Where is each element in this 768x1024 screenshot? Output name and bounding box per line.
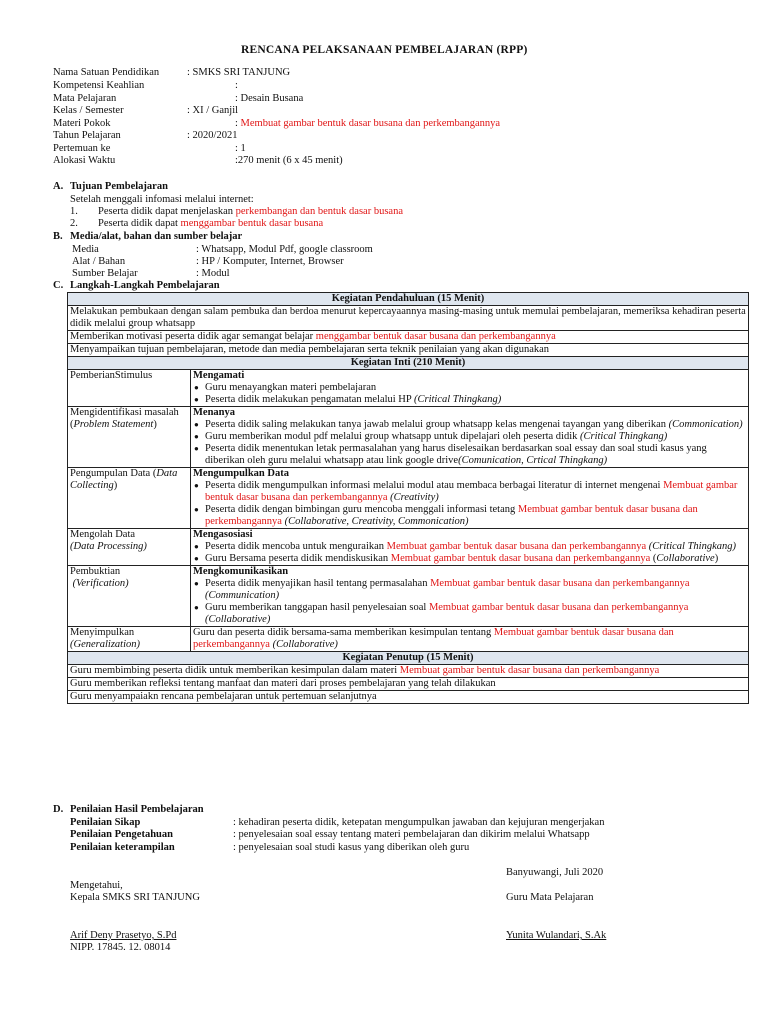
- objective-highlight: menggambar bentuk dasar busana: [180, 218, 324, 229]
- identity-sep: :: [235, 118, 238, 129]
- bullet-text: Guru memberikan modul pdf melalui group whatsapp untuk dipelajari oleh peserta didik: [205, 431, 580, 442]
- objective-num: 2.: [70, 218, 78, 229]
- bullet-skill: (Collaborative): [205, 614, 271, 625]
- section-b-letter: B.: [53, 231, 63, 242]
- opening-row: [68, 306, 749, 331]
- stage-term: (Verification): [72, 578, 129, 589]
- place-date: Banyuwangi, Juli 2020: [506, 867, 604, 878]
- bullet-paren: ): [714, 553, 719, 564]
- principal-title: Kepala SMKS SRI TANJUNG: [70, 892, 200, 903]
- bullet-highlight: Membuat gambar bentuk dasar busana dan perkembangannya: [386, 541, 647, 552]
- identity-value-school: SMKS SRI TANJUNG: [192, 67, 291, 78]
- opening-row: [68, 331, 749, 344]
- identity-label-year: Tahun Pelajaran: [53, 130, 121, 141]
- document-title: RENCANA PELAKSANAAN PEMBELAJARAN (RPP): [241, 44, 528, 56]
- step-title: Mengkomunikasikan: [193, 566, 289, 577]
- opening-row-text: Memberikan motivasi peserta didik agar semangat belajar: [70, 331, 316, 342]
- closing-row: [68, 678, 749, 691]
- step-stage: [68, 468, 191, 529]
- bullet-highlight: Membuat gambar bentuk dasar busana dan perkembangannya: [428, 602, 689, 613]
- bullet-text: Peserta didik saling melakukan tanya jawab melalui group whatsapp kelas mengenai tayangan yang diberikan: [205, 419, 669, 430]
- step-row-problem: [68, 407, 749, 468]
- step-content: [191, 468, 749, 529]
- acknowledged-label: Mengetahui,: [70, 880, 123, 891]
- step-title: Mengumpulkan Data: [193, 468, 289, 479]
- objective-highlight: perkembangan dan bentuk dasar busana: [235, 206, 403, 217]
- section-a-intro: Setelah menggali infomasi melalui internet:: [70, 194, 254, 205]
- step-stage: [68, 566, 191, 627]
- step-bullet: [193, 541, 746, 553]
- bullet-text: Peserta didik melakukan pengamatan melalui HP: [205, 394, 414, 405]
- step-stage: PemberianStimulus: [68, 370, 191, 407]
- identity-sep: :: [187, 67, 190, 78]
- bullet-skill: (Critical Thingkang): [413, 394, 502, 405]
- identity-label-class: Kelas / Semester: [53, 105, 124, 116]
- bullet-skill: (Commonication): [668, 419, 743, 430]
- bullet-highlight: Membuat gambar bentuk dasar busana dan perkembangannya: [205, 504, 698, 527]
- step-row-stimulus: [68, 370, 749, 407]
- identity-value-meeting: 1: [240, 143, 246, 154]
- step-row-generalization: [68, 627, 749, 652]
- step-content: [191, 529, 749, 566]
- bullet-text: Peserta didik menentukan letak permasalahan yang harus diselesaikan berdasarkan soal essay dan soal studi kasus yang diberikan oleh guru melalui whatsapp atau link google drive: [205, 443, 707, 466]
- assessment-label: Penilaian Sikap: [70, 817, 141, 828]
- objective-text: Peserta didik dapat: [98, 218, 181, 229]
- bullet-skill: (Comunication, Crtical Thingkang): [458, 455, 608, 466]
- identity-value-subject: Desain Busana: [240, 93, 304, 104]
- stage-term: (Data Processing): [70, 541, 147, 552]
- source-label: Sumber Belajar: [72, 268, 138, 279]
- identity-sep: :: [235, 155, 238, 166]
- teacher-name: Yunita Wulandari, S.Ak: [506, 930, 607, 941]
- identity-label-competency: Kompetensi Keahlian: [53, 80, 145, 91]
- identity-sep: :: [187, 130, 190, 141]
- closing-row-text: Guru menyampaiakn rencana pembelajaran untuk pertemuan selanjutnya: [70, 691, 377, 702]
- step-bullet: [193, 443, 746, 467]
- source-value: : Modul: [196, 268, 230, 279]
- opening-row-highlight: menggambar bentuk dasar busana dan perkembangannya: [315, 331, 556, 342]
- step-content: [191, 627, 749, 652]
- core-header: Kegiatan Inti (210 Menit): [68, 357, 749, 370]
- bullet-skill: (Collaborative, Creativity, Commonication): [281, 516, 469, 527]
- section-c-letter: C.: [53, 280, 64, 291]
- section-c-title: Langkah-Langkah Pembelajaran: [70, 280, 220, 291]
- closing-row-text: Guru membimbing peserta didik untuk memberikan kesimpulan dalam materi: [70, 665, 400, 676]
- section-b-title: Media/alat, bahan dan sumber belajar: [70, 231, 243, 242]
- principal-nip: NIPP. 17845. 12. 08014: [70, 942, 171, 953]
- objective-num: 1.: [70, 206, 78, 217]
- tools-value: : HP / Komputer, Internet, Browser: [196, 256, 344, 267]
- assessment-value: : kehadiran peserta didik, ketepatan mengumpulkan jawaban dan kejujuran mengerjakan: [233, 817, 605, 828]
- step-bullet: [193, 394, 746, 406]
- section-d-title: Penilaian Hasil Pembelajaran: [70, 804, 204, 815]
- bullet-highlight: Membuat gambar bentuk dasar busana dan perkembangannya: [430, 578, 690, 589]
- identity-value-time: 270 menit (6 x 45 menit): [237, 155, 343, 166]
- tools-label: Alat / Bahan: [72, 256, 126, 267]
- opening-row-text: Menyampaikan tujuan pembelajaran, metode dan media pembelajaran serta teknik penilaian yang akan digunakan: [70, 344, 550, 355]
- section-a-letter: A.: [53, 181, 64, 192]
- bullet-skill: Collaborative: [656, 553, 715, 564]
- bullet-skill: (Critical Thingkang): [580, 431, 668, 442]
- bullet-text: Peserta didik mengumpulkan informasi melalui modul atau membaca berbagai literatur di internet mengenai: [205, 480, 664, 491]
- bullet-skill: (Critical Thingkang): [646, 541, 737, 552]
- objective-text: Peserta didik dapat menjelaskan: [98, 206, 236, 217]
- bullet-text: Guru memberikan tanggapan hasil penyelesaian soal: [205, 602, 429, 613]
- step-title: Mengamati: [193, 370, 245, 381]
- step-bullet: [193, 578, 746, 602]
- stage-end: ): [113, 480, 118, 491]
- closing-row: [68, 665, 749, 678]
- assessment-value: : penyelesaian soal studi kasus yang diberikan oleh guru: [233, 842, 470, 853]
- step-row-processing: [68, 529, 749, 566]
- opening-row: [68, 344, 749, 357]
- section-a-title: Tujuan Pembelajaran: [70, 181, 168, 192]
- step-bullet: [193, 419, 746, 431]
- step-stage: [68, 529, 191, 566]
- stage-term: (Generalization): [70, 639, 140, 650]
- media-value: : Whatsapp, Modul Pdf, google classroom: [196, 244, 373, 255]
- learning-steps-table: [67, 292, 749, 704]
- bullet-text: Peserta didik mencoba untuk menguraikan: [205, 541, 387, 552]
- bullet-highlight: Membuat gambar bentuk dasar busana dan perkembangannya: [390, 553, 651, 564]
- objective-item: [70, 218, 324, 230]
- stage-text: Pengumpulan Data (: [70, 468, 157, 479]
- step-bullet: [193, 382, 746, 394]
- bullet-text: Guru menayangkan materi pembelajaran: [205, 382, 377, 393]
- identity-label-time: Alokasi Waktu: [53, 155, 116, 166]
- identity-label-subject: Mata Pelajaran: [53, 93, 117, 104]
- identity-value-year: 2020/2021: [192, 130, 238, 141]
- step-content: [191, 370, 749, 407]
- identity-value-topic: Membuat gambar bentuk dasar busana dan perkembangannya: [240, 118, 501, 129]
- step-bullet: [193, 504, 746, 528]
- bullet-text: Peserta didik menyajikan hasil tentang permasalahan: [205, 578, 431, 589]
- closing-row: [68, 691, 749, 704]
- identity-value-class: XI / Ganjil: [192, 105, 239, 116]
- stage-text: Mengidentifikasi masalah (: [70, 407, 179, 430]
- step-title: Mengasosiasi: [193, 529, 253, 540]
- step-text: Guru dan peserta didik bersama-sama memberikan kesimpulan tentang: [193, 627, 494, 638]
- step-stage: [68, 627, 191, 652]
- stage-text: Menyimpulkan: [70, 627, 135, 638]
- step-row-verification: [68, 566, 749, 627]
- identity-label-school: Nama Satuan Pendidikan: [53, 67, 160, 78]
- identity-sep: :: [187, 105, 190, 116]
- step-content: [191, 566, 749, 627]
- step-bullet: [193, 431, 746, 443]
- step-content: [191, 407, 749, 468]
- step-title: Menanya: [193, 407, 235, 418]
- objective-item: [70, 206, 403, 218]
- identity-label-topic: Materi Pokok: [53, 118, 111, 129]
- step-bullet: [193, 602, 746, 626]
- bullet-text: Guru Bersama peserta didik mendiskusikan: [205, 553, 391, 564]
- stage-term: Problem Statement: [73, 419, 154, 430]
- stage-text: Mengolah Data: [70, 529, 136, 540]
- assessment-value: : penyelesaian soal essay tentang materi pembelajaran dan dikirim melalui Whatsapp: [233, 829, 590, 840]
- closing-row-highlight: Membuat gambar bentuk dasar busana dan perkembangannya: [399, 665, 660, 676]
- stage-text: Pembuktian: [70, 566, 121, 577]
- bullet-highlight: Membuat gambar bentuk dasar busana dan perkembangannya: [205, 480, 738, 503]
- closing-header: Kegiatan Penutup (15 Menit): [68, 652, 749, 665]
- media-label: Media: [72, 244, 99, 255]
- bullet-paren: (: [650, 553, 657, 564]
- stage-term: Data Collecting: [70, 468, 178, 491]
- section-d-letter: D.: [53, 804, 64, 815]
- opening-row-text: Melakukan pembukaan dengan salam pembuka dan berdoa menurut kepercayaannya masing-masing untuk memulai pembelajaran, memeriksa kehadiran peserta didik melalui group whatsapp: [70, 306, 746, 329]
- assessment-label: Penilaian keterampilan: [70, 842, 175, 853]
- step-stage: [68, 407, 191, 468]
- step-highlight: Membuat gambar bentuk dasar busana dan perkembangannya: [193, 627, 674, 650]
- step-bullet: [193, 553, 746, 565]
- teacher-title: Guru Mata Pelajaran: [506, 892, 594, 903]
- bullet-text: Peserta didik dengan bimbingan guru mencoba menggali informasi tetang: [205, 504, 518, 515]
- stage-end: ): [153, 419, 157, 430]
- step-skill: (Collaborative): [269, 639, 338, 650]
- opening-header: Kegiatan Pendahuluan (15 Menit): [68, 293, 749, 306]
- closing-row-text: Guru memberikan refleksi tentang manfaat dan materi dari proses pembelajaran yang telah dilakukan: [70, 678, 496, 689]
- step-row-collecting: [68, 468, 749, 529]
- assessment-label: Penilaian Pengetahuan: [70, 829, 173, 840]
- identity-sep: :: [235, 80, 238, 91]
- identity-sep: :: [235, 93, 238, 104]
- bullet-skill: (Communication): [205, 590, 280, 601]
- identity-label-meeting: Pertemuan ke: [53, 143, 111, 154]
- principal-name: Arif Deny Prasetyo, S.Pd: [70, 930, 177, 941]
- bullet-skill: (Creativity): [387, 492, 439, 503]
- step-bullet: [193, 480, 746, 504]
- identity-sep: :: [235, 143, 238, 154]
